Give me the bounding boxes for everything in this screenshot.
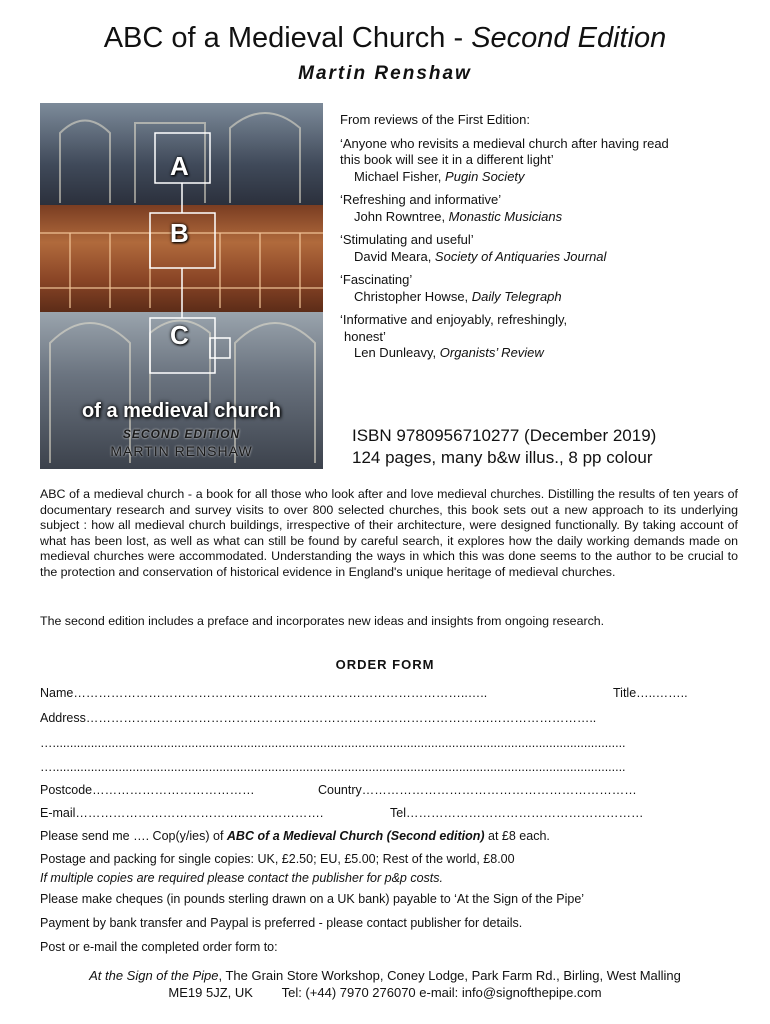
postcode-field[interactable]: Postcode…………………………………	[40, 783, 255, 797]
reviews-intro: From reviews of the First Edition:	[340, 112, 530, 127]
review-attribution	[340, 209, 740, 226]
send-prefix: Please send me …. Cop(y/ies) of	[40, 829, 227, 843]
review-source: Daily Telegraph	[471, 288, 562, 304]
publisher-name: At the Sign of the Pipe	[89, 968, 219, 983]
book-cover-image	[40, 103, 323, 469]
tel-field[interactable]: Tel…………………………………………………	[390, 806, 644, 820]
review-quote: ‘Refreshing and informative’	[340, 192, 502, 207]
review-5	[340, 312, 740, 362]
isbn-block	[352, 425, 656, 469]
cover-letter-c: C	[170, 320, 189, 350]
order-form-title: ORDER FORM	[335, 657, 435, 672]
title-main: ABC of a Medieval Church -	[103, 22, 472, 54]
title-field[interactable]: Title…..……..	[613, 686, 688, 700]
cheques-text: Please make cheques (in pounds sterling drawn on a UK bank) payable to ‘At the Sign of the Pipe’	[40, 892, 585, 906]
review-source: Society of Antiquaries Journal	[434, 248, 607, 264]
address-line-3[interactable]: ….....................................................................................................................................................................	[40, 760, 626, 774]
send-book-title: ABC of a Medieval Church (Second edition)	[226, 829, 485, 843]
review-quote-cont: this book will see it in a different light’	[340, 152, 554, 167]
reviewer-name: Michael Fisher,	[354, 168, 446, 184]
payment-text: Payment by bank transfer and Paypal is preferred - please contact publisher for details.	[40, 916, 523, 930]
review-source: Monastic Musicians	[448, 208, 563, 224]
cover-letter-a: A	[170, 151, 189, 181]
review-quote: ‘Informative and enjoyably, refreshingly,	[340, 312, 568, 327]
email-field[interactable]: E-mail…………………………………..……………….	[40, 806, 324, 820]
name-field[interactable]: Name…………………………………………………………………………………..…..	[40, 686, 488, 700]
cover-edition: SECOND EDITION	[122, 427, 241, 441]
pages-line: 124 pages, many b&w illus., 8 pp colour	[352, 448, 653, 467]
review-source: Pugin Society	[445, 168, 525, 184]
review-attribution	[340, 249, 740, 266]
reviewer-name: Len Dunleavy,	[354, 345, 440, 360]
footer-line-1	[0, 967, 770, 984]
review-3	[340, 232, 740, 265]
cover-title: of a medieval church	[82, 400, 281, 422]
review-quote: ‘Anyone who revisits a medieval church after having read	[340, 135, 669, 151]
postage-text: Postage and packing for single copies: UK, £2.50; EU, £5.00; Rest of the world, £8.00	[40, 852, 515, 866]
cover-author: MARTIN RENSHAW	[110, 443, 253, 459]
reviews-section	[340, 112, 740, 362]
send-copies-line	[40, 829, 740, 843]
multiple-copies-note: If multiple copies are required please contact the publisher for p&p costs.	[40, 871, 443, 885]
title-edition: Second Edition	[471, 22, 667, 54]
post-to-text: Post or e-mail the completed order form to:	[40, 940, 278, 954]
edition-note: The second edition includes a preface and incorporates new ideas and insights from ongoing research.	[40, 614, 605, 628]
publisher-address: , The Grain Store Workshop, Coney Lodge, Park Farm Rd., Birling, West Malling	[218, 968, 681, 983]
review-quote: ‘Fascinating’	[340, 272, 413, 287]
review-2	[340, 192, 740, 225]
review-source: Organists’ Review	[439, 345, 544, 360]
author-name: Martin Renshaw	[298, 63, 472, 84]
reviewer-name: John Rowntree,	[354, 208, 449, 224]
publisher-footer	[0, 967, 770, 1001]
footer-contact: ME19 5JZ, UK Tel: (+44) 7970 276070 e-mail: info@signofthepipe.com	[168, 985, 602, 1000]
book-description: ABC of a medieval church - a book for all those who look after and love medieval churches. Distilling the results of ten years of documentary research and survey visits to over 800 selected churches, this book sets out a new approach to its underlying subject : how all medieval church buildings, irrespective of their architecture, were designed functionally. By taking account of what has been lost, as well as what can still be found by careful search, it explores how the daily working demands made on medieval churches were accommodated. Understanding the ways in which this was done seems to the author to be crucial to the protection and conservation of historical evidence in England's unique heritage of medieval churches.	[40, 487, 738, 579]
review-quote: ‘Stimulating and useful’	[340, 232, 474, 247]
review-attribution	[340, 345, 740, 362]
cover-letter-b: B	[170, 218, 189, 248]
order-contact-row	[40, 806, 740, 820]
country-field[interactable]: Country…………………………………………………………	[318, 783, 637, 797]
order-name-row	[40, 686, 740, 700]
address-line-2[interactable]: ….....................................................................................................................................................................	[40, 736, 626, 750]
review-attribution	[340, 289, 740, 306]
review-quote-cont: honest’	[344, 328, 386, 344]
review-1	[340, 136, 740, 186]
send-price: at £8 each.	[484, 829, 550, 843]
order-postcode-row	[40, 783, 740, 797]
reviewer-name: David Meara,	[354, 248, 435, 264]
review-attribution	[340, 169, 740, 186]
isbn-line: ISBN 9780956710277 (December 2019)	[352, 426, 657, 445]
reviewer-name: Christopher Howse,	[354, 288, 472, 304]
address-field[interactable]: Address…………………………………………………………………………………….……………………..	[40, 711, 597, 725]
page-title	[0, 22, 770, 55]
review-4	[340, 272, 740, 305]
